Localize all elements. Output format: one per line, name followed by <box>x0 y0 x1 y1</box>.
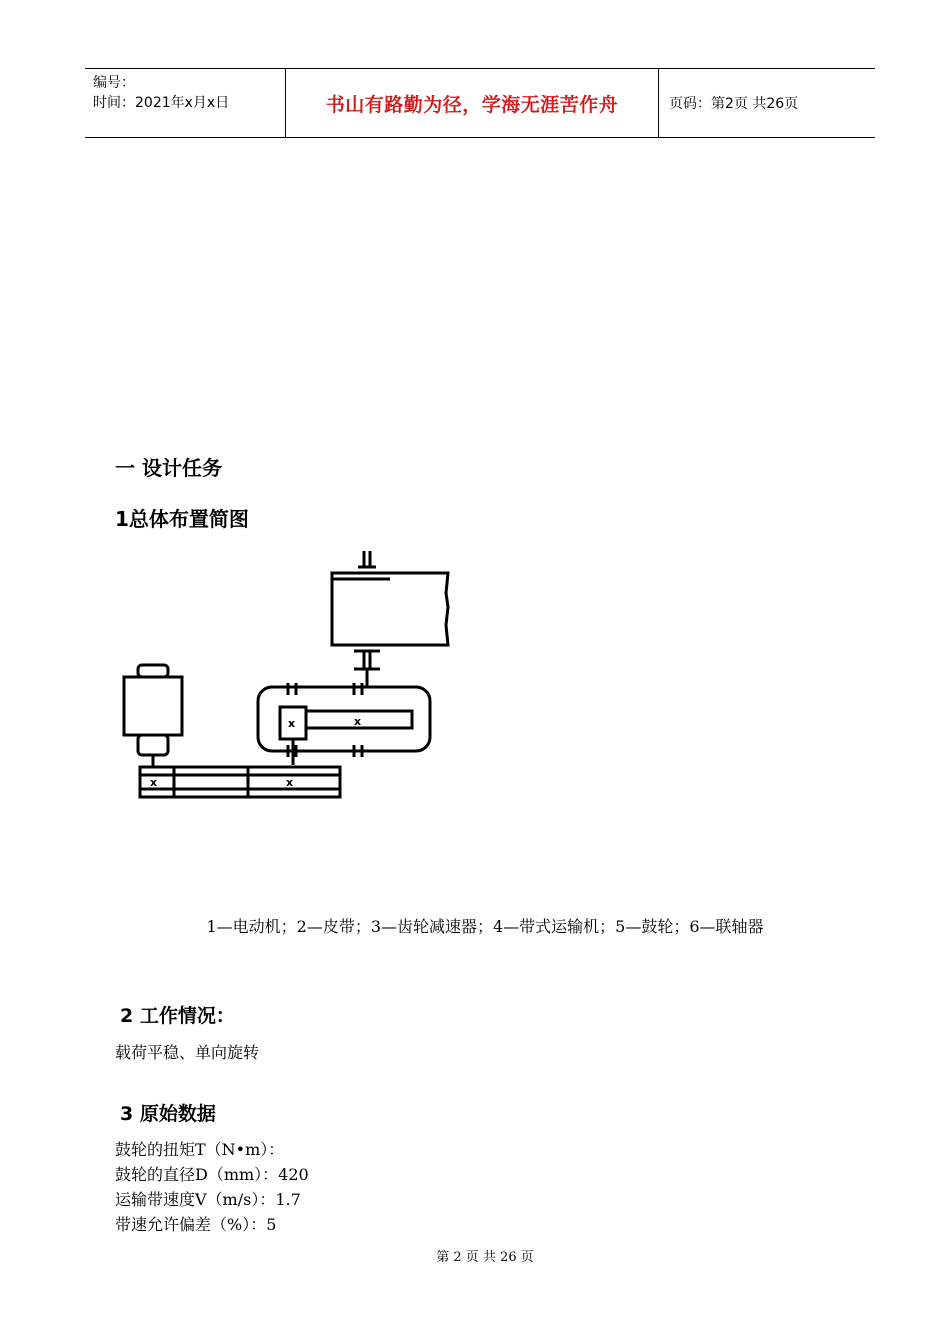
subsection-working-title: 2 工作情况： <box>120 1005 235 1027</box>
param-torque: 鼓轮的扭矩T（N•m）： <box>115 1140 285 1159</box>
header-meta <box>85 69 286 137</box>
page-footer: 第 2 页 共 26 页 <box>436 1250 534 1265</box>
param-tolerance: 带速允许偏差（%）：5 <box>115 1215 277 1234</box>
subsection-layout-title: 1总体布置简图 <box>115 507 249 531</box>
gear-reducer-housing <box>258 687 430 751</box>
number-label: 编号： <box>93 75 135 91</box>
layout-diagram <box>110 545 460 805</box>
svg-text:x: x <box>288 717 296 730</box>
time-label: 时间：2021年x月x日 <box>93 95 230 111</box>
param-speed: 运输带速度V（m/s）：1.7 <box>115 1190 301 1209</box>
electric-motor <box>124 677 182 735</box>
svg-text:x: x <box>354 715 362 728</box>
drum-conveyor <box>332 573 448 645</box>
page-header <box>85 68 875 138</box>
working-condition-text: 载荷平稳、单向旋转 <box>115 1043 260 1062</box>
diagram-caption: 1—电动机；2—皮带；3—齿轮减速器；4—带式运输机；5—鼓轮；6—联轴器 <box>206 917 764 936</box>
parameter-list <box>115 1137 309 1237</box>
header-page-label: 页码：第2页 共26页 <box>669 96 799 112</box>
header-motto: 书山有路勤为径，学海无涯苦作舟 <box>286 69 659 137</box>
svg-text:x: x <box>286 776 294 789</box>
subsection-data-title: 3 原始数据 <box>120 1103 216 1125</box>
param-diameter: 鼓轮的直径D（mm）：420 <box>115 1165 309 1184</box>
section-title: 一 设计任务 <box>115 456 222 480</box>
svg-text:x: x <box>150 776 158 789</box>
belt-drive <box>140 767 340 797</box>
